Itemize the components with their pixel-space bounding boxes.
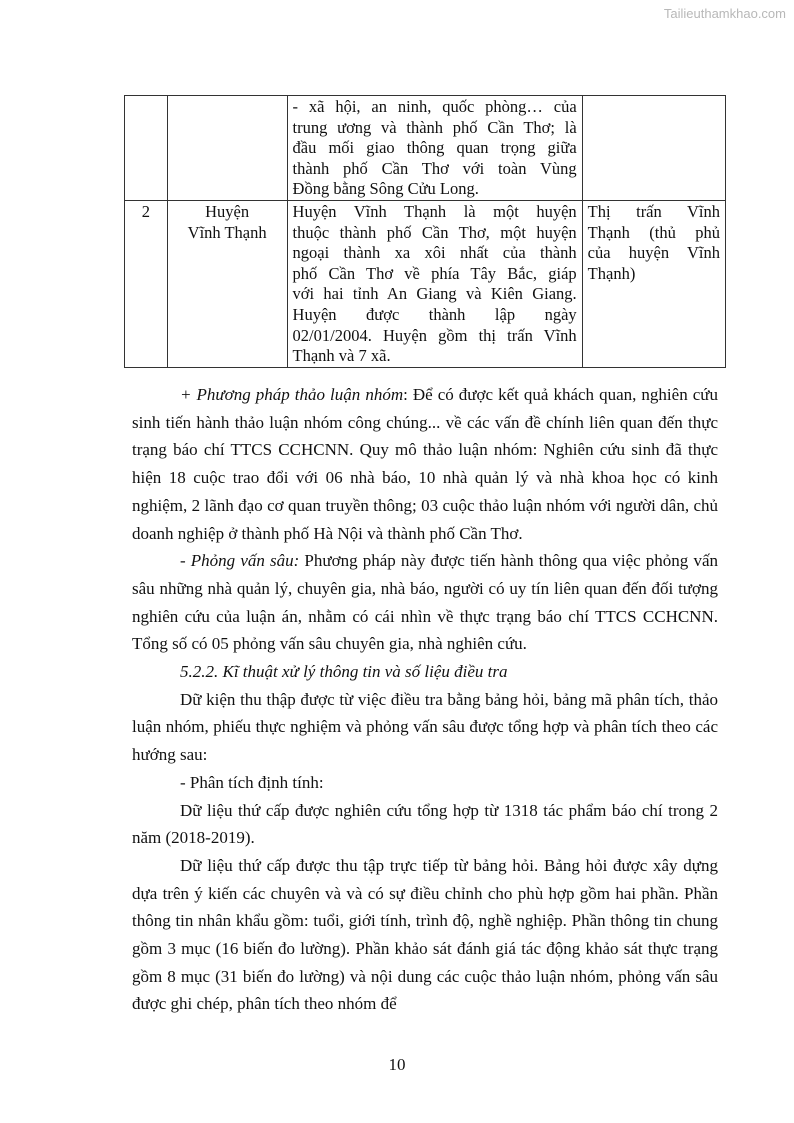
page-number: 10: [388, 1055, 406, 1074]
cell-line: Thạnh và 7 xã.: [292, 346, 391, 366]
cell-line: 02/01/2004. Huyện gồm thị trấn Vĩnh: [292, 325, 577, 345]
table-cell-stt: [125, 96, 168, 201]
paragraph: - Phân tích định tính:: [180, 772, 324, 792]
method-label: - Phỏng vấn sâu:: [180, 551, 300, 571]
cell-line: Huyện được thành lập ngày: [292, 304, 577, 324]
table-cell-description: [287, 200, 582, 367]
table-cell-name: [167, 96, 287, 201]
cell-line: ngoại thành xa xôi nhất của thành: [292, 243, 577, 263]
table-cell-stt: 2: [125, 200, 168, 367]
location-table: [124, 95, 726, 368]
cell-line: thành phố Cần Thơ với toàn Vùng: [292, 158, 577, 178]
table-row: [125, 96, 726, 201]
cell-line: Thạnh (thủ phủ: [587, 222, 720, 242]
cell-line: Thị trấn Vĩnh: [587, 201, 720, 221]
cell-line: Vĩnh Thạnh: [187, 222, 267, 242]
paragraph-text: : Để có được kết quả khách quan, nghiên cứu sinh tiến hành thảo luận nhóm công chúng... về các vấn đề chính liên quan đến thực trạng báo chí TTCS CCHCNN. Quy mô thảo luận nhóm: Nghiên cứu sinh đã thực hiện 18 cuộc trao đổi với 06 nhà báo, 10 nhà quản lý và nhà khoa học có kinh nghiệm, 2 lãnh đạo cơ quan truyền thông; 03 cuộc thảo luận nhóm với người dân, chủ doanh nghiệp ở thành phố Hà Nội và thành phố Cần Thơ.: [132, 385, 718, 543]
paragraph: Dữ liệu thứ cấp được thu tập trực tiếp từ bảng hỏi. Bảng hỏi được xây dựng dựa trên ý kiến các chuyên và và có sự điều chỉnh cho phù hợp gồm hai phần. Phần thông tin nhân khẩu gồm: tuổi, giới tính, trình độ, nghề nghiệp. Phần thông tin chung gồm 3 mục (16 biến đo lường). Phần khảo sát đánh giá tác động khảo sát thực trạng gồm 8 mục (31 biến đo lường) và nội dung các cuộc thảo luận nhóm, phỏng vấn sâu được ghi chép, phân tích theo nhóm để: [132, 855, 718, 1014]
section-heading: 5.2.2. Kĩ thuật xử lý thông tin và số liệu điều tra: [180, 662, 508, 682]
cell-line: - xã hội, an ninh, quốc phòng… của: [292, 97, 577, 116]
table-cell-center: [582, 200, 725, 367]
table-cell-center: [582, 96, 725, 201]
paragraph-group-discussion: [132, 381, 718, 547]
cell-line: với hai tỉnh An Giang và Kiên Giang.: [292, 284, 577, 304]
method-label: + Phương pháp thảo luận nhóm: [180, 385, 404, 404]
cell-line: thuộc thành phố Cần Thơ, một huyện: [292, 222, 577, 242]
cell-line: phố Cần Thơ về phía Tây Bắc, giáp: [292, 263, 577, 283]
cell-line: Thạnh): [587, 263, 636, 283]
table-row: [125, 200, 726, 367]
cell-line: Huyện Vĩnh Thạnh là một huyện: [292, 201, 577, 221]
paragraph: Dữ liệu thứ cấp được nghiên cứu tổng hợp từ 1318 tác phẩm báo chí trong 2 năm (2018-2019).: [132, 800, 718, 848]
table-cell-name: [167, 200, 287, 367]
body-text: [132, 381, 718, 1018]
cell-line: của huyện Vĩnh: [587, 243, 720, 263]
cell-line: đầu mối giao thông quan trọng giữa: [292, 138, 577, 158]
cell-line: Đồng bằng Sông Cửu Long.: [292, 179, 479, 199]
paragraph: Dữ kiện thu thập được từ việc điều tra bằng bảng hỏi, bảng mã phân tích, thảo luận nhóm, phiếu thực nghiệm và phỏng vấn sâu được tổng hợp và phân tích theo các hướng sau:: [132, 689, 718, 765]
paragraph-text: Phương pháp này được tiến hành thông qua việc phỏng vấn sâu những nhà quản lý, chuyên gia, nhà báo, người có uy tín liên quan đến đối tượng nghiên cứu của luận án, nhằm có cái nhìn về thực trạng báo chí TTCS CCHCNN. Tổng số có 05 phỏng vấn sâu chuyên gia, nhà nghiên cứu.: [132, 551, 718, 654]
cell-line: Huyện: [205, 201, 250, 221]
watermark: Tailieuthamkhao.com: [663, 6, 786, 21]
table-cell-description: [287, 96, 582, 201]
paragraph-in-depth-interview: [132, 547, 718, 658]
cell-line: trung ương và thành phố Cần Thơ; là: [292, 117, 577, 137]
